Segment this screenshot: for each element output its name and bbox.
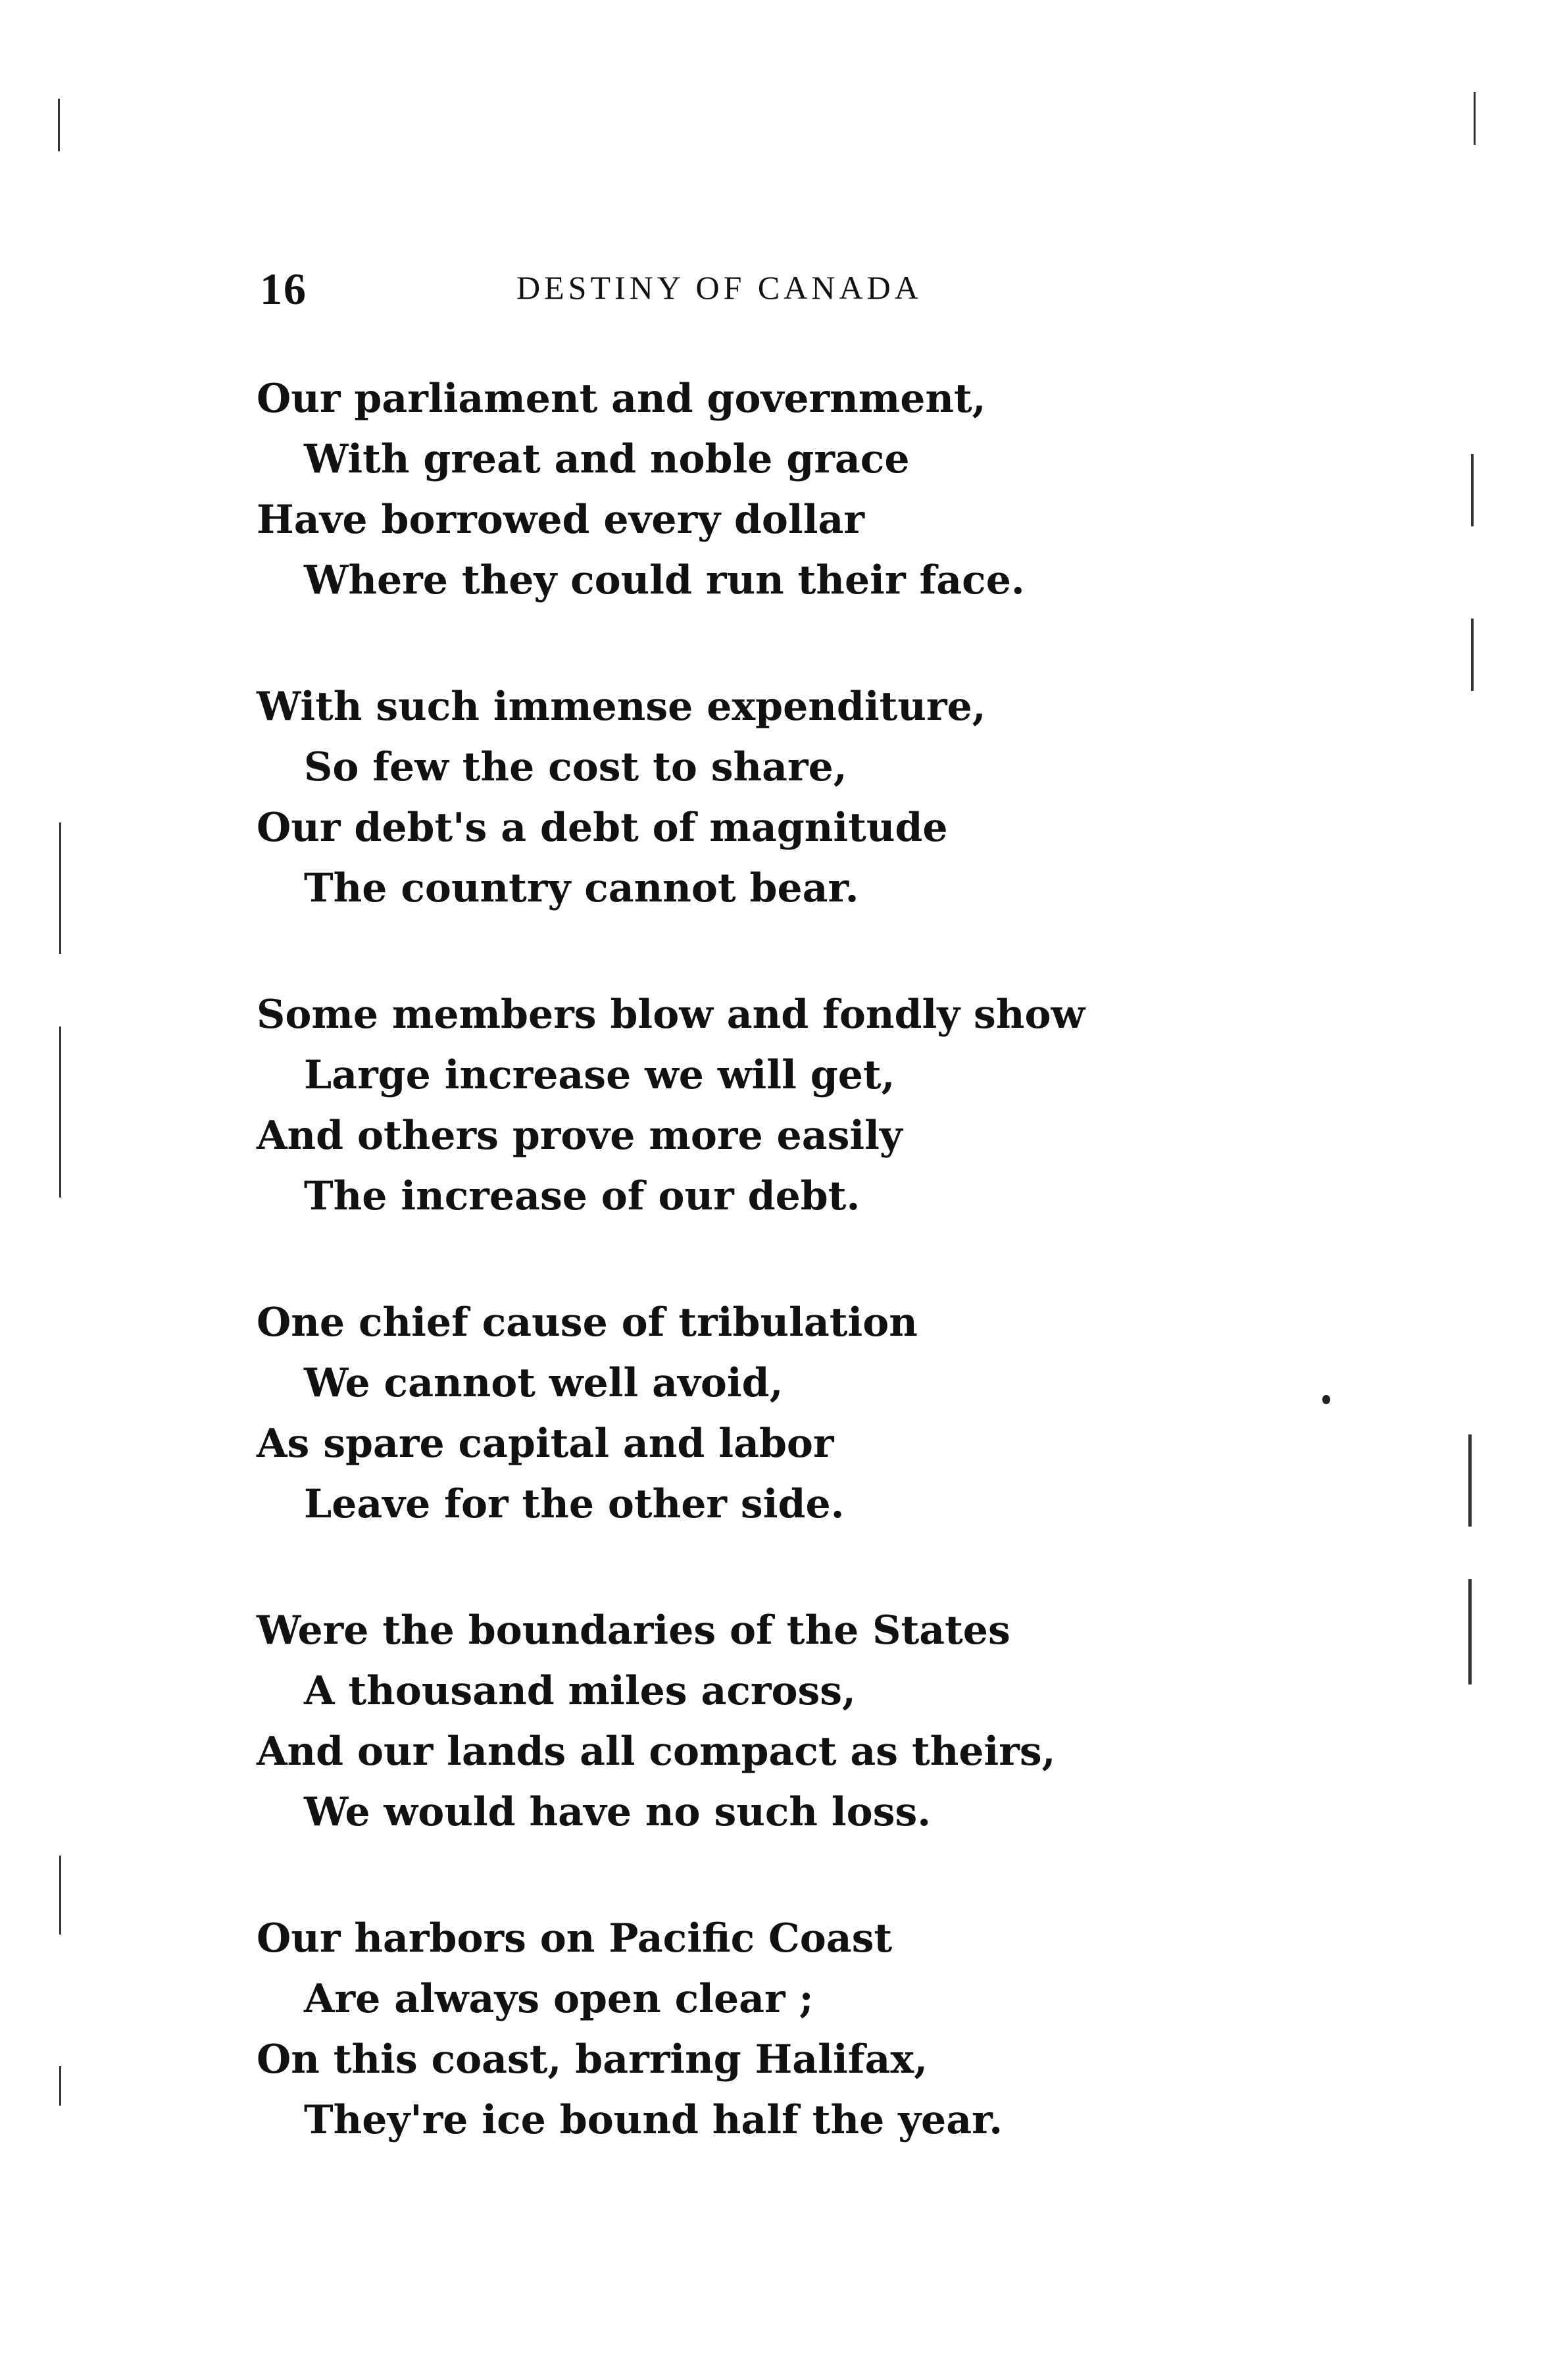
stanza — [257, 1908, 1178, 2150]
scan-mark-right-2 — [1471, 454, 1474, 526]
poem-line: The country cannot bear. — [304, 865, 859, 911]
poem-line: So few the cost to share, — [304, 744, 847, 790]
page-header — [260, 263, 1049, 322]
poem-line: Some members blow and fondly show — [257, 992, 1085, 1038]
poem-line: As spare capital and labor — [257, 1421, 834, 1467]
poem-line: And our lands all compact as theirs, — [257, 1729, 1056, 1775]
poem-line: On this coast, barring Halifax, — [257, 2037, 928, 2083]
poem-line: A thousand miles across, — [304, 1668, 856, 1714]
scan-mark-right-4 — [1468, 1434, 1472, 1527]
poem-line: Our parliament and government, — [257, 376, 986, 422]
scan-mark-left-4 — [59, 1856, 61, 1935]
poem-line: Large increase we will get, — [304, 1052, 895, 1098]
poem-line: Leave for the other side. — [304, 1481, 845, 1527]
stanza — [257, 676, 1178, 919]
poem-line: And others prove more easily — [257, 1113, 903, 1159]
scan-mark-right-1 — [1474, 92, 1476, 145]
poem-line: One chief cause of tribulation — [257, 1300, 918, 1346]
scan-mark-right-5 — [1468, 1579, 1472, 1684]
scan-mark-left-1 — [58, 99, 60, 151]
stanza — [257, 984, 1178, 1227]
poem-line: Our harbors on Pacific Coast — [257, 1915, 893, 1962]
scan-mark-left-2 — [59, 823, 61, 954]
page-number: 16 — [260, 264, 307, 314]
poem-line: The increase of our debt. — [304, 1173, 860, 1219]
stanza — [257, 368, 1178, 611]
poem-line: They're ice bound half the year. — [304, 2097, 1003, 2143]
scan-mark-right-3 — [1471, 619, 1474, 691]
poem — [257, 368, 1178, 2216]
stanza — [257, 1292, 1178, 1534]
poem-line: Our debt's a debt of magnitude — [257, 805, 948, 851]
poem-line: Were the boundaries of the States — [257, 1608, 1010, 1654]
poem-line: Are always open clear ; — [304, 1976, 814, 2022]
poem-line: We would have no such loss. — [304, 1789, 932, 1835]
poem-line: With great and noble grace — [304, 436, 910, 482]
poem-line: Where they could run their face. — [304, 557, 1025, 603]
poem-line: Have borrowed every dollar — [257, 497, 864, 543]
poem-line: With such immense expenditure, — [257, 684, 986, 730]
scan-mark-left-3 — [59, 1026, 61, 1198]
ink-speck — [1322, 1395, 1330, 1404]
poem-line: We cannot well avoid, — [304, 1360, 784, 1406]
running-head: DESTINY OF CANADA — [516, 269, 922, 306]
scan-mark-left-5 — [59, 2066, 61, 2106]
stanza — [257, 1600, 1178, 1842]
